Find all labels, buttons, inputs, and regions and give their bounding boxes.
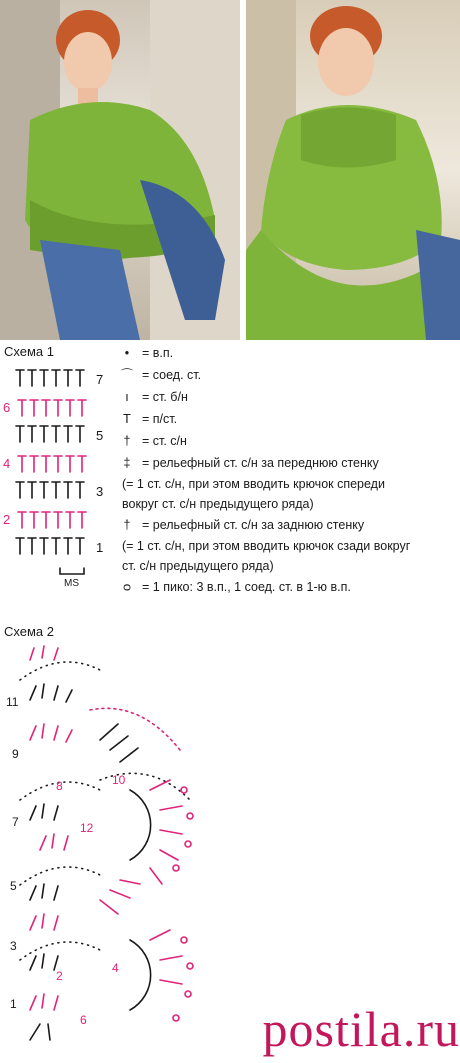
scheme1-row-6: 6 — [3, 400, 11, 415]
scheme1-row-7: 7 — [96, 372, 104, 387]
legend-item-slip: ⌒ = соед. ст. — [120, 364, 460, 386]
legend-item-half-double: T = п/ст. — [120, 408, 460, 430]
photo-woman-shawl-front — [0, 0, 240, 340]
scheme1-row-5: 5 — [96, 428, 104, 443]
legend-item-back-post: † = рельефный ст. с/н за заднюю стенку — [120, 514, 460, 536]
chain-stitch-icon: • — [124, 346, 130, 360]
scheme1-repeat-label: MS — [64, 578, 79, 589]
legend-item-front-post: ‡ = рельефный ст. с/н за переднюю стенку — [120, 452, 460, 474]
scheme2-row-3: 3 — [10, 939, 17, 953]
scheme2-row-4: 4 — [112, 961, 119, 975]
double-crochet-icon: † — [123, 434, 131, 448]
legend-note-back-line2: ст. с/н предыдущего ряда) — [122, 559, 274, 573]
scheme1-diagram — [0, 360, 120, 590]
scheme2-row-9: 9 — [12, 747, 19, 761]
legend-item-chain: • = в.п. — [120, 342, 460, 364]
half-double-crochet-icon: T — [123, 412, 131, 426]
scheme1-stitches — [16, 370, 86, 574]
scheme1-row-4: 4 — [3, 456, 11, 471]
back-post-double-crochet-icon: † — [123, 518, 131, 532]
watermark-logo: postila.ru — [262, 1001, 460, 1057]
scheme1-row-2: 2 — [3, 512, 11, 527]
photo-strip — [0, 0, 460, 340]
scheme2-motif-bottom — [20, 867, 193, 1040]
scheme2-row-1: 1 — [10, 997, 17, 1011]
scheme2-motif-top — [20, 646, 193, 884]
scheme1-row-1: 1 — [96, 540, 104, 555]
scheme2-row-5: 5 — [10, 879, 17, 893]
scheme1-row-3: 3 — [96, 484, 104, 499]
scheme2-row-7: 7 — [12, 815, 19, 829]
photo-woman-shawl-cowl — [246, 0, 460, 340]
scheme2-row-11: 11 — [6, 695, 19, 709]
legend-note-front-line2: вокруг ст. с/н предыдущего ряда) — [122, 497, 314, 511]
picot-icon: ᴑ — [123, 580, 131, 594]
scheme2-row-6: 6 — [80, 1013, 87, 1027]
scheme2-row-8: 8 — [56, 779, 63, 793]
legend — [120, 342, 460, 598]
scheme2-row-10: 10 — [112, 773, 126, 787]
scheme2-diagram — [0, 640, 240, 1060]
legend-note-front-line1: (= 1 ст. с/н, при этом вводить крючок спереди — [122, 477, 385, 491]
single-crochet-icon: ı — [125, 390, 129, 404]
scheme1-title: Схема 1 — [4, 344, 54, 359]
photo-right-illustration — [246, 0, 460, 340]
front-post-double-crochet-icon: ‡ — [123, 456, 131, 470]
legend-item-double: † = ст. с/н — [120, 430, 460, 452]
legend-note-back-line1: (= 1 ст. с/н, при этом вводить крючок сзади вокруг — [122, 539, 411, 553]
scheme2-row-2: 2 — [56, 969, 63, 983]
slip-stitch-icon: ⌒ — [120, 368, 134, 382]
scheme2-title: Схема 2 — [4, 624, 54, 639]
scheme2-row-12: 12 — [80, 821, 94, 835]
legend-item-single: ı = ст. б/н — [120, 386, 460, 408]
legend-item-picot: ᴑ = 1 пико: 3 в.п., 1 соед. ст. в 1-ю в.п. — [120, 576, 460, 598]
photo-left-illustration — [0, 0, 240, 340]
